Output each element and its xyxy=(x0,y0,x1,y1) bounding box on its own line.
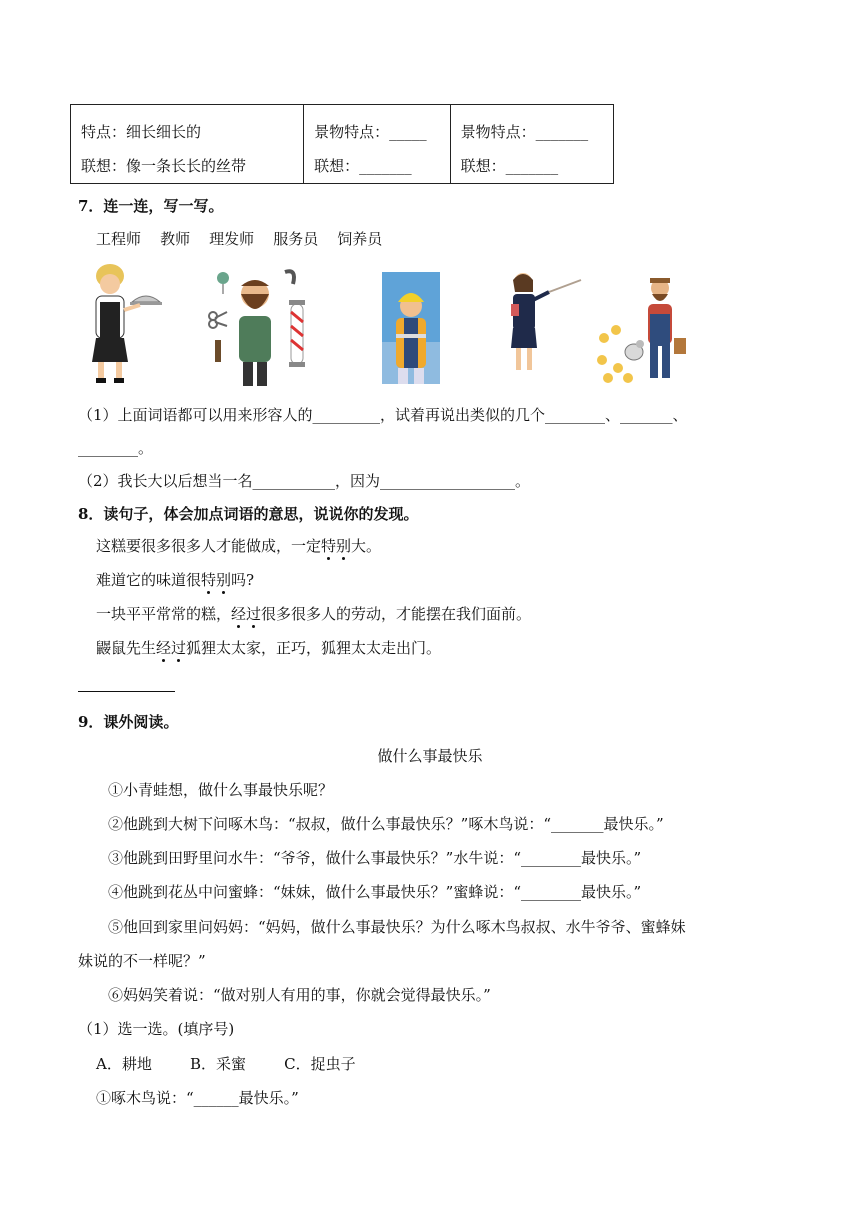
q8-sentence-4 xyxy=(96,637,441,658)
story-paragraph-5-cont: 妹说的不一样呢？” xyxy=(78,952,206,970)
breeder-illustration xyxy=(594,274,690,388)
dotted-char: 特 xyxy=(201,571,217,589)
waiter-illustration xyxy=(80,262,166,388)
engineer-illustration xyxy=(382,272,440,384)
q7-word-list: 工程师 教师 理发师 服务员 饲养员 xyxy=(96,230,383,248)
cell-line: 联想：_______ xyxy=(314,157,412,175)
table-cell-example xyxy=(71,105,303,183)
dotted-char: 特 xyxy=(321,537,337,555)
story-paragraph-3: ③他跳到田野里问水牛：“爷爷，做什么事最快乐？”水牛说：“________最快乐。” xyxy=(108,849,642,867)
story-paragraph-1: ①小青蛙想，做什么事最快乐呢？ xyxy=(108,781,334,799)
story-title: 做什么事最快乐 xyxy=(377,747,483,765)
sentence-text: 吗? xyxy=(231,571,255,589)
cell-line: 联想：_______ xyxy=(460,157,559,175)
sentence-text: 鼹鼠先生 xyxy=(96,639,157,657)
q9-answer-1: ①啄木鸟说：“______最快乐。” xyxy=(96,1089,299,1107)
cell-line: 联想：像一条长长的丝带 xyxy=(81,157,247,175)
dotted-char: 过 xyxy=(246,605,262,623)
sentence-text: 这糕要很多很多人才能做成，一定 xyxy=(96,537,322,555)
dotted-char: 别 xyxy=(216,571,232,589)
dotted-char: 经 xyxy=(231,605,247,623)
q7-sub1-line1: （1）上面词语都可以用来形容人的_________，试着再说出类似的几个________、_______、 xyxy=(78,406,688,424)
table-cell-blank-1 xyxy=(303,105,449,183)
story-paragraph-4: ④他跳到花丛中问蜜蜂：“妹妹，做什么事最快乐？”蜜蜂说：“________最快乐。” xyxy=(108,883,642,901)
q9-options: A．耕地 B．采蜜 C．捉虫子 xyxy=(96,1055,356,1073)
q8-title: 8．读句子，体会加点词语的意思，说说你的发现。 xyxy=(78,505,419,523)
sentence-text: 难道它的味道很 xyxy=(96,571,202,589)
q7-sub1-line2: ________。 xyxy=(78,439,154,457)
q8-sentence-3 xyxy=(96,603,531,624)
story-paragraph-2: ②他跳到大树下问啄木鸟：“叔叔，做什么事最快乐？”啄木鸟说：“_______最快乐。” xyxy=(108,815,664,833)
feature-table xyxy=(70,104,614,184)
sentence-text: 一块平平常常的糕， xyxy=(96,605,232,623)
table-cell-blank-2 xyxy=(450,105,613,183)
story-paragraph-6: ⑥妈妈笑着说：“做对别人有用的事，你就会觉得最快乐。” xyxy=(108,986,491,1004)
q7-sub2: （2）我长大以后想当一名___________，因为__________________。 xyxy=(78,472,531,490)
sentence-text: 大。 xyxy=(351,537,382,555)
cell-line: 景物特点：_______ xyxy=(460,123,589,141)
sentence-text: 很多很多人的劳动，才能摆在我们面前。 xyxy=(261,605,532,623)
cell-line: 特点：细长细长的 xyxy=(81,123,202,141)
teacher-illustration xyxy=(505,268,585,376)
q8-sentence-2 xyxy=(96,569,254,590)
q8-sentence-1 xyxy=(96,535,381,556)
story-paragraph-5: ⑤他回到家里问妈妈：“妈妈，做什么事最快乐？为什么啄木鸟叔叔、水牛爷爷、蜜蜂妹 xyxy=(108,918,686,936)
dotted-char: 经 xyxy=(156,639,172,657)
q7-title: 7．连一连，写一写。 xyxy=(78,197,224,215)
dotted-char: 过 xyxy=(171,639,187,657)
sentence-text: 狐狸太太家，正巧，狐狸太太走出门。 xyxy=(186,639,442,657)
q9-title: 9．课外阅读。 xyxy=(78,713,179,731)
cell-line: 景物特点：_____ xyxy=(314,123,427,141)
answer-line xyxy=(78,691,175,692)
dotted-char: 别 xyxy=(336,537,352,555)
q9-sub1: （1）选一选。(填序号) xyxy=(78,1020,235,1038)
barber-illustration xyxy=(205,264,321,390)
